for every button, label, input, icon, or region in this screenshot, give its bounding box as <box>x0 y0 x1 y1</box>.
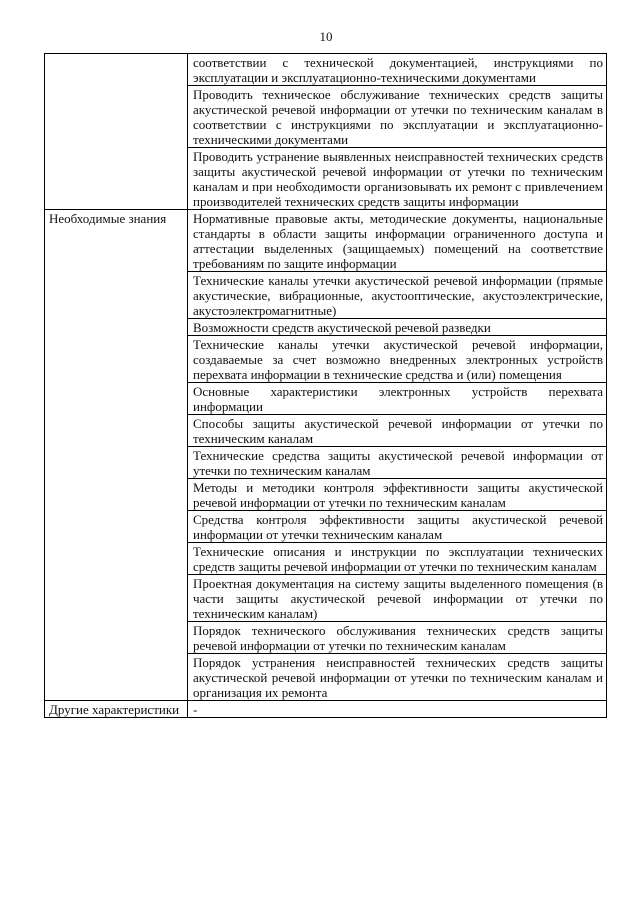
knowledge-cell: Возможности средств акустической речевой разведки <box>188 319 607 336</box>
knowledge-cell: Технические каналы утечки акустической речевой информации, создаваемые за счет возможно внедренных электронных устройств перехвата информации в технические средства и (или) помещения <box>188 336 607 383</box>
knowledge-cell: Основные характеристики электронных устройств перехвата информации <box>188 383 607 415</box>
competency-table <box>44 53 607 718</box>
knowledge-cell: Способы защиты акустической речевой информации от утечки по техническим каналам <box>188 415 607 447</box>
page-number: 10 <box>319 29 333 44</box>
knowledge-cell: Проектная документация на систему защиты выделенного помещения (в части защиты акустической речевой информации от утечки по техническим каналам) <box>188 575 607 622</box>
table-row <box>45 210 607 272</box>
knowledge-cell: Технические каналы утечки акустической речевой информации (прямые акустические, вибрационные, акустооптические, акустоэлектрические, акустоэлектромагнитные) <box>188 272 607 319</box>
labor-action-cell: Проводить техническое обслуживание технических средств защиты акустической речевой информации от утечки по техническим каналам в соответствии с инструкциями по эксплуатации и эксплуатационно-техническими документами <box>188 86 607 148</box>
knowledge-cell: Технические описания и инструкции по эксплуатации технических средств защиты речевой информации от утечки по техническим каналам <box>188 543 607 575</box>
knowledge-cell: Методы и методики контроля эффективности защиты акустической речевой информации от утечки по техническим каналам <box>188 479 607 511</box>
knowledge-cell: Порядок устранения неисправностей технических средств защиты акустической речевой информации от утечки по техническим каналам и организация их ремонта <box>188 654 607 701</box>
knowledge-cell: Нормативные правовые акты, методические документы, национальные стандарты в области защиты информации ограниченного доступа и аттестации выделенных (защищаемых) помещений на соответствие требованиям по защите информации <box>188 210 607 272</box>
knowledge-cell: Средства контроля эффективности защиты акустической речевой информации от утечки техническим каналам <box>188 511 607 543</box>
labor-action-cell: Проводить устранение выявленных неисправностей технических средств защиты акустической речевой информации от утечки по техническим каналам и при необходимости организовывать их ремонт с привлечением производителей технических средств защиты информации <box>188 148 607 210</box>
category-cell-continuation <box>45 54 188 210</box>
knowledge-cell: Порядок технического обслуживания технических средств защиты речевой информации от утечки по техническим каналам <box>188 622 607 654</box>
category-cell-other: Другие характеристики <box>45 701 188 718</box>
labor-action-cell: соответствии с технической документацией, инструкциями по эксплуатации и эксплуатационно-техническими документами <box>188 54 607 86</box>
other-value-cell: - <box>188 701 607 718</box>
knowledge-cell: Технические средства защиты акустической речевой информации от утечки по техническим каналам <box>188 447 607 479</box>
table-row <box>45 701 607 718</box>
category-cell-knowledge: Необходимые знания <box>45 210 188 701</box>
table-row <box>45 54 607 86</box>
